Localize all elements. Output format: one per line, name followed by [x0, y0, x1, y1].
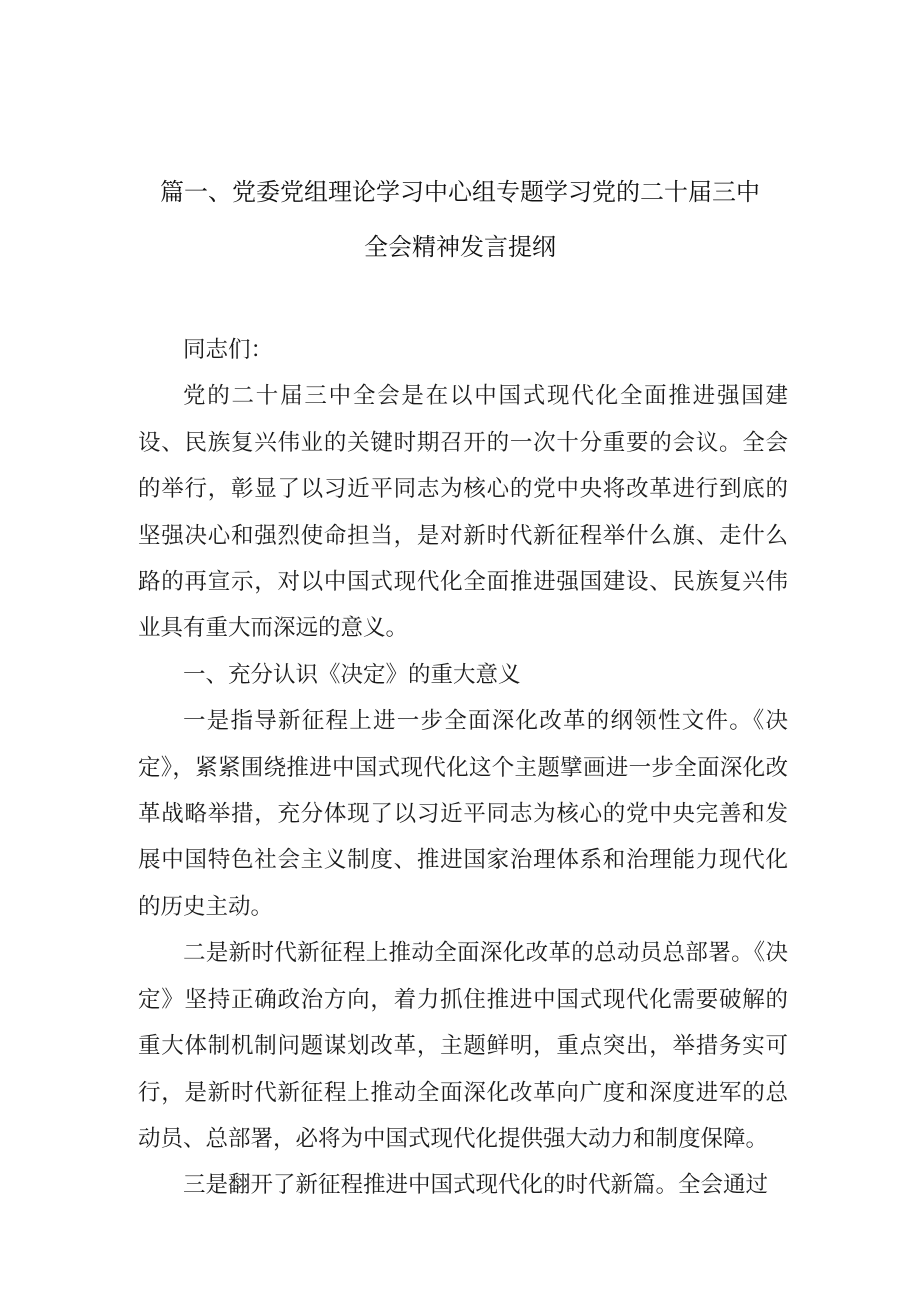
document-body — [138, 327, 788, 1209]
document-title-line-1: 篇一、党委党组理论学习中心组专题学习党的二十届三中 — [160, 178, 760, 206]
section-paragraph-3: 三是翻开了新征程推进中国式现代化的时代新篇。全会通过 — [183, 1172, 769, 1199]
salutation: 同志们： — [183, 337, 274, 363]
intro-paragraph: 党的二十届三中全会是在以中国式现代化全面推进强国建设、民族复兴伟业的关键时期召开的一次十分重要的会议。全会的举行，彰显了以习近平同志为核心的党中央将改革进行到底的坚强决心和强烈使命担当，是对新时代新征程举什么旗、走什么路的再宣示，对以中国式现代化全面推进强国建设、民族复兴伟业具有重大而深远的意义。 — [138, 383, 788, 642]
document-title-line-2: 全会精神发言提纲 — [364, 233, 556, 261]
section-heading: 一、充分认识《决定》的重大意义 — [183, 661, 521, 688]
section-paragraph-2: 二是新时代新征程上推动全面深化改革的总动员总部署。《决定》坚持正确政治方向，着力抓住推进中国式现代化需要破解的重大体制机制问题谋划改革，主题鲜明，重点突出，举措务实可行，是新时代新征程上推动全面深化改革向广度和深度进军的总动员、总部署，必将为中国式现代化提供强大动力和制度保障。 — [138, 940, 788, 1152]
section-paragraph-1: 一是指导新征程上进一步全面深化改革的纲领性文件。《决定》，紧紧围绕推进中国式现代化这个主题擘画进一步全面深化改革战略举措，充分体现了以习近平同志为核心的党中央完善和发展中国特色社会主义制度、推进国家治理体系和治理能力现代化的历史主动。 — [138, 708, 788, 920]
